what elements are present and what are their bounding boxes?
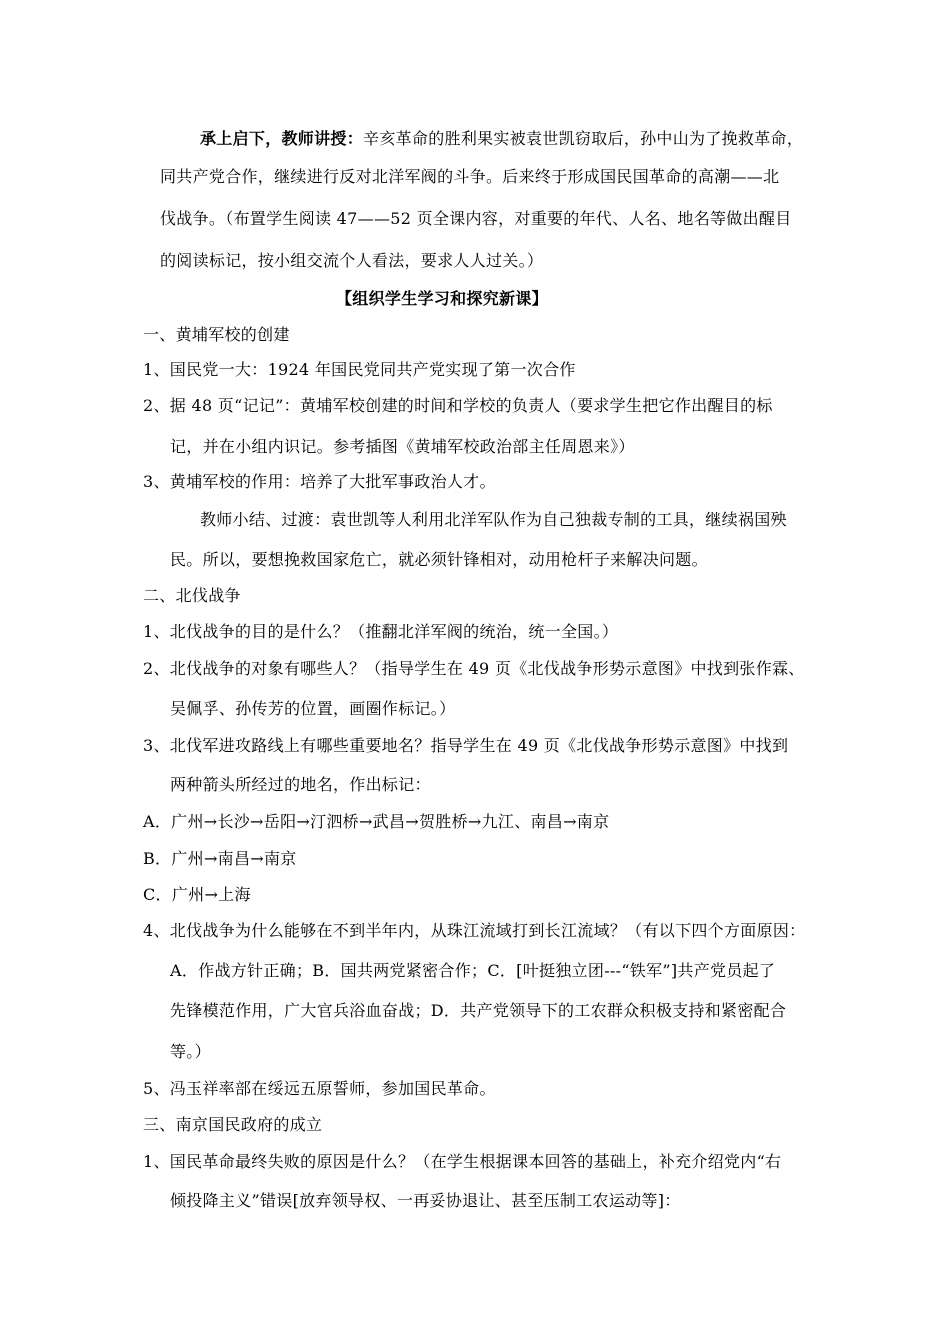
section-2-item-4-line-3: 先锋模范作用，广大官兵浴血奋战；D．共产党领导下的工农群众积极支持和紧密配合 (170, 1001, 787, 1020)
section-1-item-3: 3、黄埔军校的作用：培养了大批军事政治人才。 (143, 472, 496, 491)
section-3-title: 三、南京国民政府的成立 (143, 1115, 323, 1134)
section-2-item-3-line-2: 两种箭头所经过的地名，作出标记： (170, 775, 431, 794)
section-2-item-3-line-1: 3、北伐军进攻路线上有哪些重要地名？指导学生在 49 页《北伐战争形势示意图》中找到 (143, 736, 789, 755)
intro-line-1 (200, 128, 803, 150)
section-2-item-1: 1、北伐战争的目的是什么？（推翻北洋军阀的统治，统一全国。） (143, 622, 619, 641)
intro-bold-label: 承上启下，教师讲授： (200, 129, 364, 148)
route-c: C．广州→上海 (143, 885, 251, 904)
teacher-summary-line-2: 民。所以，要想挽救国家危亡，就必须针锋相对，动用枪杆子来解决问题。 (170, 550, 708, 569)
section-2-item-5: 5、冯玉祥率部在绥远五原誓师，参加国民革命。 (143, 1079, 496, 1098)
section-2-item-2-line-1: 2、北伐战争的对象有哪些人？（指导学生在 49 页《北伐战争形势示意图》中找到张作霖、 (143, 659, 805, 678)
intro-line-1-text: 辛亥革命的胜利果实被袁世凯窃取后，孙中山为了挽救革命， (363, 129, 804, 148)
teacher-summary-line-1: 教师小结、过渡：袁世凯等人利用北洋军队作为自己独裁专制的工具，继续祸国殃 (200, 510, 787, 529)
section-1-item-1: 1、国民党一大：1924 年国民党同共产党实现了第一次合作 (143, 360, 576, 379)
route-a: A．广州→长沙→岳阳→汀泗桥→武昌→贺胜桥→九江、南昌→南京 (143, 812, 610, 831)
section-2-item-2-line-2: 吴佩孚、孙传芳的位置，画圈作标记。） (170, 699, 456, 718)
section-3-item-1-line-1: 1、国民革命最终失败的原因是什么？（在学生根据课本回答的基础上，补充介绍党内“右 (143, 1152, 782, 1171)
section-1-item-2-line-1: 2、据 48 页“记记”：黄埔军校创建的时间和学校的负责人（要求学生把它作出醒目的标 (143, 396, 773, 415)
intro-line-3: 伐战争。（布置学生阅读 47——52 页全课内容，对重要的年代、人名、地名等做出醒目 (160, 209, 792, 228)
section-1-item-2-line-2: 记，并在小组内识记。参考插图《黄埔军校政治部主任周恩来》） (170, 437, 635, 456)
section-heading: 【组织学生学习和探究新课】 (336, 289, 548, 308)
route-b: B．广州→南昌→南京 (143, 849, 297, 868)
section-2-item-4-line-1: 4、北伐战争为什么能够在不到半年内，从珠江流域打到长江流域？（有以下四个方面原因： (143, 921, 806, 940)
section-2-item-4-line-4: 等。） (170, 1042, 211, 1061)
intro-line-4: 的阅读标记，按小组交流个人看法，要求人人过关。） (160, 251, 544, 270)
section-2-title: 二、北伐战争 (143, 586, 241, 605)
section-3-item-1-line-2: 倾投降主义”错误[放弃领导权、一再妥协退让、甚至压制工农运动等]： (170, 1191, 681, 1210)
section-1-title: 一、黄埔军校的创建 (143, 325, 290, 344)
section-2-item-4-line-2: A．作战方针正确；B．国共两党紧密合作；C．[叶挺独立团---“铁军”]共产党员起了 (170, 961, 776, 980)
intro-line-2: 同共产党合作，继续进行反对北洋军阀的斗争。后来终于形成国民国革命的高潮——北 (160, 167, 780, 186)
